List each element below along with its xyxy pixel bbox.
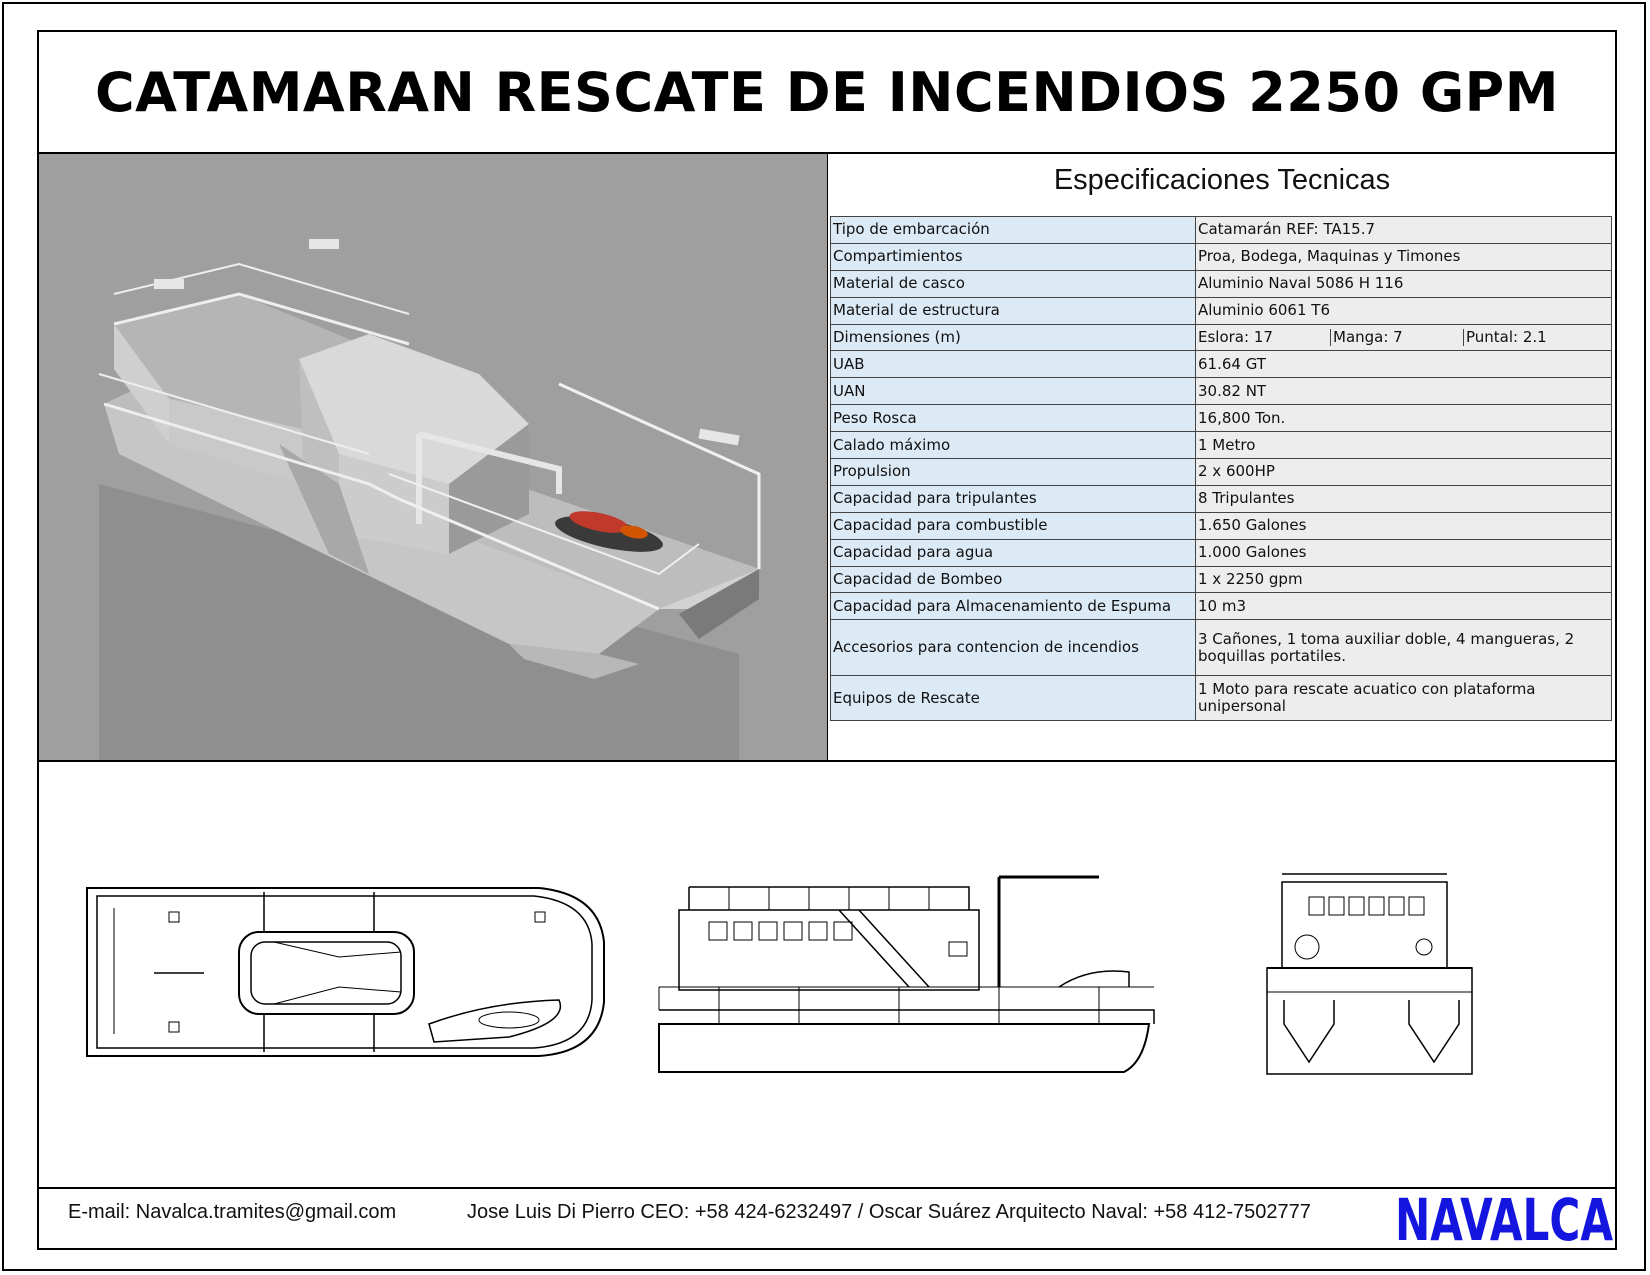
- dimension-manga: Manga: 7: [1331, 329, 1464, 346]
- side-view-drawing: [659, 877, 1154, 1072]
- footer-contacts: Jose Luis Di Pierro CEO: +58 424-6232497 / Oscar Suárez Arquitecto Naval: +58 412-7502777: [467, 1201, 1311, 1223]
- spec-value: 1.650 Galones: [1196, 512, 1612, 539]
- sheet-title: CATAMARAN RESCATE DE INCENDIOS 2250 GPM: [95, 60, 1559, 124]
- spec-label: Compartimientos: [831, 243, 1196, 270]
- table-row: [831, 324, 1612, 351]
- dimension-eslora: Eslora: 17: [1196, 329, 1331, 346]
- navalca-logo: [1395, 1190, 1615, 1246]
- table-row: [831, 676, 1612, 721]
- spec-label: Equipos de Rescate: [831, 676, 1196, 721]
- table-row: [831, 378, 1612, 405]
- table-row: [831, 459, 1612, 486]
- footer-divider: [39, 1187, 1615, 1189]
- spec-value: 30.82 NT: [1196, 378, 1612, 405]
- spec-label: Dimensiones (m): [831, 324, 1196, 351]
- dimension-puntal: Puntal: 2.1: [1466, 328, 1547, 346]
- table-row: [831, 566, 1612, 593]
- spec-value: Catamarán REF: TA15.7: [1196, 217, 1612, 244]
- spec-value: Proa, Bodega, Maquinas y Timones: [1196, 243, 1612, 270]
- table-row: [831, 620, 1612, 676]
- spec-label: Calado máximo: [831, 432, 1196, 459]
- render-panel: [39, 154, 827, 760]
- table-row: [831, 432, 1612, 459]
- spec-label: Material de estructura: [831, 297, 1196, 324]
- table-row: [831, 485, 1612, 512]
- boat-render-image: [39, 154, 827, 760]
- front-view-drawing: [1267, 874, 1472, 1074]
- table-row: [831, 512, 1612, 539]
- spec-value: 10 m3: [1196, 593, 1612, 620]
- spec-label: Capacidad para agua: [831, 539, 1196, 566]
- spec-value: 3 Cañones, 1 toma auxiliar doble, 4 mangueras, 2 boquillas portatiles.: [1196, 620, 1612, 676]
- table-row: [831, 297, 1612, 324]
- table-row: [831, 539, 1612, 566]
- spec-label: Peso Rosca: [831, 405, 1196, 432]
- plan-view-drawing: [87, 888, 604, 1056]
- spec-value: 2 x 600HP: [1196, 459, 1612, 486]
- table-row: [831, 593, 1612, 620]
- spec-value: 8 Tripulantes: [1196, 485, 1612, 512]
- spec-label: Capacidad de Bombeo: [831, 566, 1196, 593]
- table-row: [831, 405, 1612, 432]
- spec-value: Aluminio 6061 T6: [1196, 297, 1612, 324]
- spec-label: Propulsion: [831, 459, 1196, 486]
- spec-label: Capacidad para tripulantes: [831, 485, 1196, 512]
- spec-label: Capacidad para Almacenamiento de Espuma: [831, 593, 1196, 620]
- svg-text:NAVALCA: NAVALCA: [1395, 1190, 1614, 1246]
- specs-table: [830, 216, 1612, 721]
- spec-label: UAN: [831, 378, 1196, 405]
- spec-value: 61.64 GT: [1196, 351, 1612, 378]
- table-row: [831, 351, 1612, 378]
- spec-value: 1 Moto para rescate acuatico con plataforma unipersonal: [1196, 676, 1612, 721]
- spec-value: Aluminio Naval 5086 H 116: [1196, 270, 1612, 297]
- spec-label: Accesorios para contencion de incendios: [831, 620, 1196, 676]
- table-row: [831, 217, 1612, 244]
- spec-label: UAB: [831, 351, 1196, 378]
- spec-label: Tipo de embarcación: [831, 217, 1196, 244]
- spec-label: Material de casco: [831, 270, 1196, 297]
- table-row: [831, 243, 1612, 270]
- specs-heading: Especificaciones Tecnicas: [1053, 164, 1391, 196]
- table-row: [831, 270, 1612, 297]
- spec-value: 1.000 Galones: [1196, 539, 1612, 566]
- spec-value: 16,800 Ton.: [1196, 405, 1612, 432]
- spec-label: Capacidad para combustible: [831, 512, 1196, 539]
- dimensions-value: [1196, 324, 1612, 351]
- spec-value: 1 Metro: [1196, 432, 1612, 459]
- footer-email: E-mail: Navalca.tramites@gmail.com: [68, 1201, 397, 1223]
- spec-value: 1 x 2250 gpm: [1196, 566, 1612, 593]
- technical-drawings: [39, 762, 1615, 1187]
